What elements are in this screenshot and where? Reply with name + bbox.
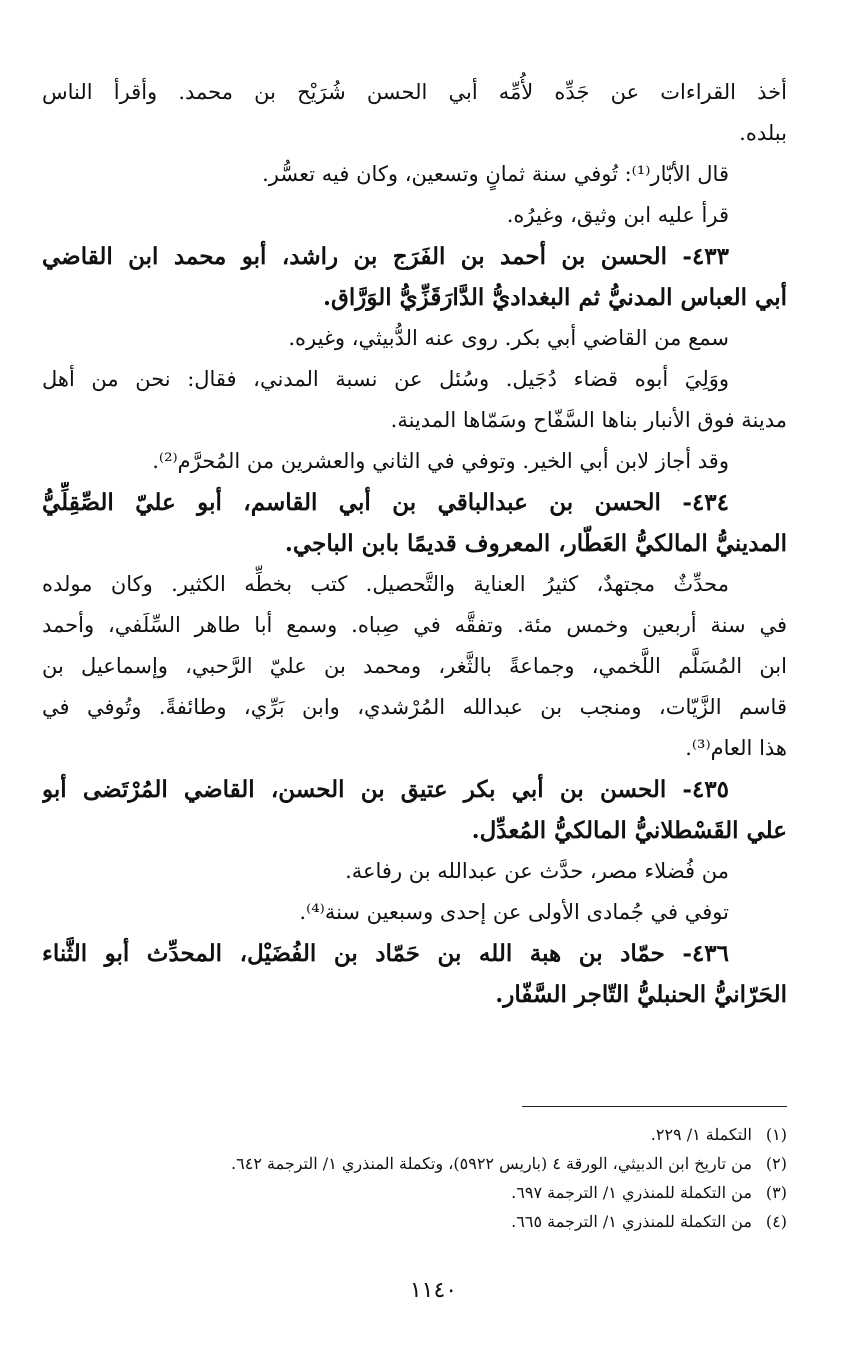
- text-line: وقد أجاز لابن أبي الخير. وتوفي في الثاني والعشرين من المُحرَّم⁽²⁾.: [152, 449, 729, 473]
- entry-heading-435: ٤٣٥- الحسن بن أبي بكر عتيق بن الحسن، القاضي المُرْتَضى أبو: [42, 776, 729, 803]
- page-number: ١١٤٠: [409, 1278, 458, 1303]
- text-line: توفي في جُمادى الأولى عن إحدى وسبعين سنة⁽⁴⁾.: [299, 900, 729, 924]
- text-line: ووَلِيَ أبوه قضاء دُجَيل. وسُئل عن نسبة المدني، فقال: نحن من أهل: [42, 367, 729, 391]
- text-line: قاسم الزَّيّات، ومنجب بن عبدالله المُرْشدي، وابن بَرِّي، وطائفةً. وتُوفي في: [42, 695, 787, 719]
- text-line: أخذ القراءات عن جَدِّه لأُمِّه أبي الحسن شُرَيْح بن محمد. وأقرأ الناس: [42, 80, 787, 104]
- footnote-4: [42, 1207, 787, 1236]
- footnote-text: من التكملة للمنذري ١/ الترجمة ٦٩٧.: [511, 1183, 752, 1202]
- text-line: مدينة فوق الأنبار بناها السَّفّاح وسَمّاها المدينة.: [390, 408, 787, 432]
- footnote-number: (٤): [765, 1212, 787, 1231]
- footnotes: [42, 1120, 787, 1236]
- text-line: من فُضلاء مصر، حدَّث عن عبدالله بن رفاعة.: [345, 859, 729, 883]
- footnote-2: [42, 1149, 787, 1178]
- text-line: محدِّثٌ مجتهدٌ، كثيرُ العناية والتَّحصيل. كتب بخطِّه الكثير. وكان مولده: [42, 572, 729, 596]
- text-line: ببلده.: [739, 121, 787, 145]
- footnote-number: (١): [765, 1125, 787, 1144]
- entry-heading-433: ٤٣٣- الحسن بن أحمد بن الفَرَج بن راشد، أبو محمد ابن القاضي: [42, 243, 729, 270]
- entry-heading-434: ٤٣٤- الحسن بن عبدالباقي بن أبي القاسم، أبو عليّ الصِّقِلِّيُّ: [42, 489, 729, 516]
- footnote-number: (٣): [765, 1183, 787, 1202]
- entry-heading-433-cont: أبي العباس المدنيُّ ثم البغداديُّ الدَّارَقَزِّيُّ الوَرَّاق.: [323, 284, 787, 311]
- text-line: ابن المُسَلَّم اللَّخمي، وجماعةً بالثَّغر، ومحمد بن عليّ الرَّحبي، وإسماعيل بن: [42, 654, 787, 678]
- text-line: قال الأبّار⁽¹⁾: تُوفي سنة ثمانٍ وتسعين، وكان فيه تعسُّر.: [262, 162, 729, 186]
- main-text: [42, 72, 787, 1015]
- footnote-text: من التكملة للمنذري ١/ الترجمة ٦٦٥.: [511, 1212, 752, 1231]
- footnote-divider: [522, 1106, 787, 1107]
- footnote-3: [42, 1178, 787, 1207]
- entry-heading-435-cont: علي القَسْطلانيُّ المالكيُّ المُعدِّل.: [471, 817, 787, 844]
- text-line: هذا العام⁽³⁾.: [685, 736, 787, 760]
- text-line: قرأ عليه ابن وثيق، وغيرُه.: [506, 203, 729, 227]
- text-line: في سنة أربعين وخمس مئة. وتفقَّه في صِباه. وسمع أبا طاهر السِّلَفي، وأحمد: [42, 613, 787, 637]
- entry-heading-436-cont: الحَرّانيُّ الحنبليُّ التّاجر السَّفّار.: [495, 981, 787, 1008]
- footnote-text: التكملة ١/ ٢٢٩.: [650, 1125, 752, 1144]
- footnote-number: (٢): [765, 1154, 787, 1173]
- entry-heading-434-cont: المدينيُّ المالكيُّ العَطّار، المعروف قديمًا بابن الباجي.: [284, 530, 787, 557]
- footnote-1: [42, 1120, 787, 1149]
- text-line: سمع من القاضي أبي بكر. روى عنه الدُّبيثي، وغيره.: [288, 326, 729, 350]
- entry-heading-436: ٤٣٦- حمّاد بن هبة الله بن حَمّاد بن الفُضَيْل، المحدِّث أبو الثَّناء: [42, 940, 729, 967]
- footnote-text: من تاريخ ابن الدبيثي، الورقة ٤ (باريس ٥٩٢٢)، وتكملة المنذري ١/ الترجمة ٦٤٢.: [231, 1154, 752, 1173]
